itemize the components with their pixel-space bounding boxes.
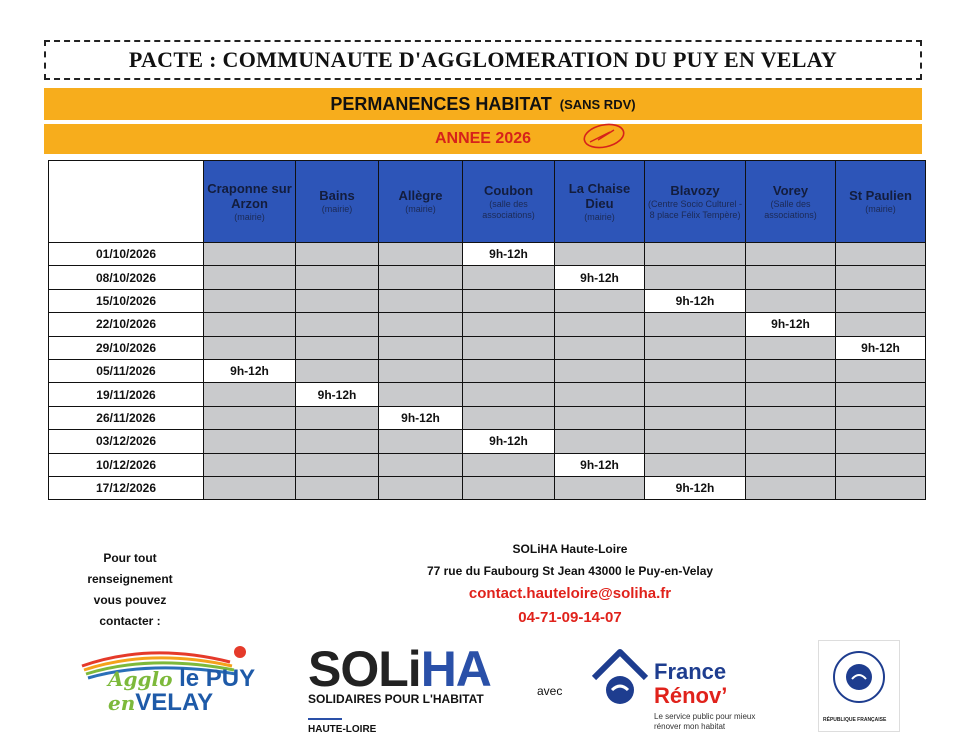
empty-cell — [555, 336, 645, 359]
column-header-name: Blavozy — [670, 182, 720, 198]
agglo-word: le PUY — [179, 665, 256, 692]
empty-cell — [296, 359, 379, 382]
empty-cell — [379, 243, 463, 266]
time-slot-cell: 9h-12h — [463, 430, 555, 453]
empty-cell — [379, 313, 463, 336]
empty-cell — [463, 266, 555, 289]
time-slot-cell: 9h-12h — [379, 406, 463, 429]
empty-cell — [836, 406, 926, 429]
date-cell: 03/12/2026 — [49, 430, 204, 453]
column-header — [463, 161, 555, 243]
empty-cell — [746, 336, 836, 359]
empty-cell — [645, 406, 746, 429]
column-header — [296, 161, 379, 243]
empty-cell — [204, 289, 296, 312]
corner-cell — [49, 161, 204, 243]
time-slot-cell: 9h-12h — [204, 359, 296, 382]
banner-main: PERMANENCES HABITAT — [330, 93, 552, 114]
empty-cell — [204, 430, 296, 453]
empty-cell — [645, 359, 746, 382]
empty-cell — [746, 383, 836, 406]
column-header-name: St Paulien — [849, 188, 912, 203]
empty-cell — [296, 243, 379, 266]
column-header-name: La Chaise Dieu — [568, 180, 631, 211]
time-slot-cell: 9h-12h — [555, 266, 645, 289]
empty-cell — [555, 313, 645, 336]
empty-cell — [555, 406, 645, 429]
column-header-name: Bains — [319, 188, 355, 203]
empty-cell — [645, 383, 746, 406]
agglo-word: en — [108, 691, 136, 715]
column-header-detail: (mairie) — [865, 204, 896, 214]
soliha-logo — [308, 640, 548, 740]
table-row — [49, 313, 926, 336]
schedule-table — [48, 160, 926, 500]
france-renov-logo — [590, 640, 770, 740]
empty-cell — [645, 313, 746, 336]
house-icon — [590, 644, 654, 708]
fr-line1: France — [654, 659, 727, 684]
table-row — [49, 453, 926, 476]
date-cell: 05/11/2026 — [49, 359, 204, 382]
time-slot-cell: 9h-12h — [746, 313, 836, 336]
soliha-word-a: SOLi — [308, 641, 421, 697]
empty-cell — [555, 383, 645, 406]
banner-permanences — [44, 88, 922, 120]
empty-cell — [463, 359, 555, 382]
empty-cell — [836, 383, 926, 406]
soliha-word-b: HA — [420, 641, 491, 697]
empty-cell — [463, 406, 555, 429]
empty-cell — [296, 406, 379, 429]
france-renov-title — [654, 660, 727, 708]
intro-line: Pour tout — [103, 551, 157, 565]
empty-cell — [204, 243, 296, 266]
org-address: 77 rue du Faubourg St Jean 43000 le Puy-en-Velay — [426, 564, 714, 578]
empty-cell — [463, 313, 555, 336]
empty-cell — [379, 476, 463, 499]
empty-cell — [463, 453, 555, 476]
empty-cell — [296, 453, 379, 476]
empty-cell — [296, 336, 379, 359]
empty-cell — [379, 453, 463, 476]
empty-cell — [296, 313, 379, 336]
empty-cell — [555, 289, 645, 312]
time-slot-cell: 9h-12h — [836, 336, 926, 359]
empty-cell — [204, 266, 296, 289]
table-row — [49, 266, 926, 289]
column-header-detail: (mairie) — [405, 204, 436, 214]
table-row — [49, 243, 926, 266]
empty-cell — [463, 336, 555, 359]
empty-cell — [463, 289, 555, 312]
soliha-wordmark — [308, 640, 491, 698]
date-cell: 19/11/2026 — [49, 383, 204, 406]
column-header-name: Coubon — [483, 182, 534, 198]
republique-label: RÉPUBLIQUE FRANÇAISE — [823, 717, 887, 723]
table-row — [49, 359, 926, 382]
empty-cell — [645, 336, 746, 359]
banner-year — [44, 124, 922, 154]
column-header-name: Craponne sur Arzon — [207, 180, 292, 211]
empty-cell — [836, 266, 926, 289]
empty-cell — [746, 266, 836, 289]
column-header — [645, 161, 746, 243]
empty-cell — [379, 289, 463, 312]
empty-cell — [379, 430, 463, 453]
empty-cell — [836, 430, 926, 453]
empty-cell — [296, 289, 379, 312]
empty-cell — [746, 359, 836, 382]
seal-icon — [819, 641, 899, 711]
empty-cell — [836, 289, 926, 312]
column-header-detail: (Salle des associations) — [764, 198, 817, 220]
column-header-detail: (mairie) — [321, 204, 353, 214]
org-name: SOLiHA Haute-Loire — [512, 542, 628, 556]
empty-cell — [379, 336, 463, 359]
agglo-word: Agglo — [108, 667, 173, 691]
empty-cell — [379, 266, 463, 289]
agglo-word: VELAY — [135, 689, 214, 716]
empty-cell — [836, 359, 926, 382]
empty-cell — [463, 383, 555, 406]
empty-cell — [204, 476, 296, 499]
empty-cell — [645, 243, 746, 266]
intro-line: vous pouvez — [93, 593, 167, 607]
time-slot-cell: 9h-12h — [296, 383, 379, 406]
column-header — [204, 161, 296, 243]
document-title: PACTE : COMMUNAUTE D'AGGLOMERATION DU PUY EN VELAY — [44, 40, 922, 80]
table-row — [49, 336, 926, 359]
empty-cell — [746, 289, 836, 312]
date-cell: 01/10/2026 — [49, 243, 204, 266]
table-header-row — [49, 161, 926, 243]
column-header-detail: (salle des associations) — [482, 198, 535, 220]
contact-details — [350, 538, 790, 630]
avec-label: avec — [537, 684, 563, 698]
intro-line: contacter : — [99, 614, 161, 628]
date-cell: 22/10/2026 — [49, 313, 204, 336]
contact-intro — [60, 548, 200, 632]
empty-cell — [645, 430, 746, 453]
empty-cell — [379, 359, 463, 382]
empty-cell — [746, 406, 836, 429]
france-renov-tagline: Le service public pour mieux rénover mon habitat — [654, 712, 756, 731]
column-header-name: Allègre — [398, 188, 443, 203]
column-header — [836, 161, 926, 243]
soliha-divider — [308, 718, 342, 720]
date-cell: 08/10/2026 — [49, 266, 204, 289]
table-row — [49, 406, 926, 429]
empty-cell — [555, 476, 645, 499]
empty-cell — [379, 383, 463, 406]
year-label: ANNEE 2026 — [434, 130, 532, 147]
label-badge — [818, 640, 900, 732]
banner-sub: (SANS RDV) — [559, 96, 636, 112]
date-cell: 17/12/2026 — [49, 476, 204, 499]
empty-cell — [746, 243, 836, 266]
table-row — [49, 476, 926, 499]
soliha-region: HAUTE-LOIRE — [308, 724, 377, 735]
column-header-detail: (mairie) — [584, 211, 615, 222]
date-cell: 26/11/2026 — [49, 406, 204, 429]
column-header — [746, 161, 836, 243]
empty-cell — [296, 430, 379, 453]
empty-cell — [204, 383, 296, 406]
empty-cell — [296, 476, 379, 499]
column-header-detail: (mairie) — [234, 211, 265, 222]
intro-line: renseignement — [87, 572, 173, 586]
empty-cell — [836, 453, 926, 476]
contact-phone[interactable]: 04-71-09-14-07 — [518, 609, 622, 626]
fr-line2: Rénov’ — [654, 683, 728, 708]
empty-cell — [204, 313, 296, 336]
table-row — [49, 289, 926, 312]
column-header — [379, 161, 463, 243]
table-row — [49, 383, 926, 406]
empty-cell — [555, 243, 645, 266]
time-slot-cell: 9h-12h — [645, 476, 746, 499]
time-slot-cell: 9h-12h — [645, 289, 746, 312]
agglo-wordmark — [108, 667, 255, 715]
empty-cell — [463, 476, 555, 499]
time-slot-cell: 9h-12h — [463, 243, 555, 266]
time-slot-cell: 9h-12h — [555, 453, 645, 476]
empty-cell — [296, 266, 379, 289]
column-header — [555, 161, 645, 243]
empty-cell — [836, 243, 926, 266]
empty-cell — [204, 336, 296, 359]
empty-cell — [204, 406, 296, 429]
empty-cell — [645, 453, 746, 476]
empty-cell — [746, 453, 836, 476]
agglo-puy-logo — [80, 640, 260, 730]
empty-cell — [555, 430, 645, 453]
empty-cell — [836, 476, 926, 499]
column-header-name: Vorey — [772, 182, 809, 198]
empty-cell — [555, 359, 645, 382]
column-header-detail: (Centre Socio Culturel - 8 place Félix Tempère) — [647, 198, 743, 220]
empty-cell — [204, 453, 296, 476]
soliha-tagline: SOLIDAIRES POUR L'HABITAT — [308, 692, 484, 706]
pen-scribble-icon — [580, 120, 630, 154]
empty-cell — [645, 266, 746, 289]
contact-email-link[interactable]: contact.hauteloire@soliha.fr — [468, 585, 672, 602]
empty-cell — [746, 430, 836, 453]
date-cell: 15/10/2026 — [49, 289, 204, 312]
table-row — [49, 430, 926, 453]
empty-cell — [746, 476, 836, 499]
date-cell: 29/10/2026 — [49, 336, 204, 359]
empty-cell — [836, 313, 926, 336]
date-cell: 10/12/2026 — [49, 453, 204, 476]
